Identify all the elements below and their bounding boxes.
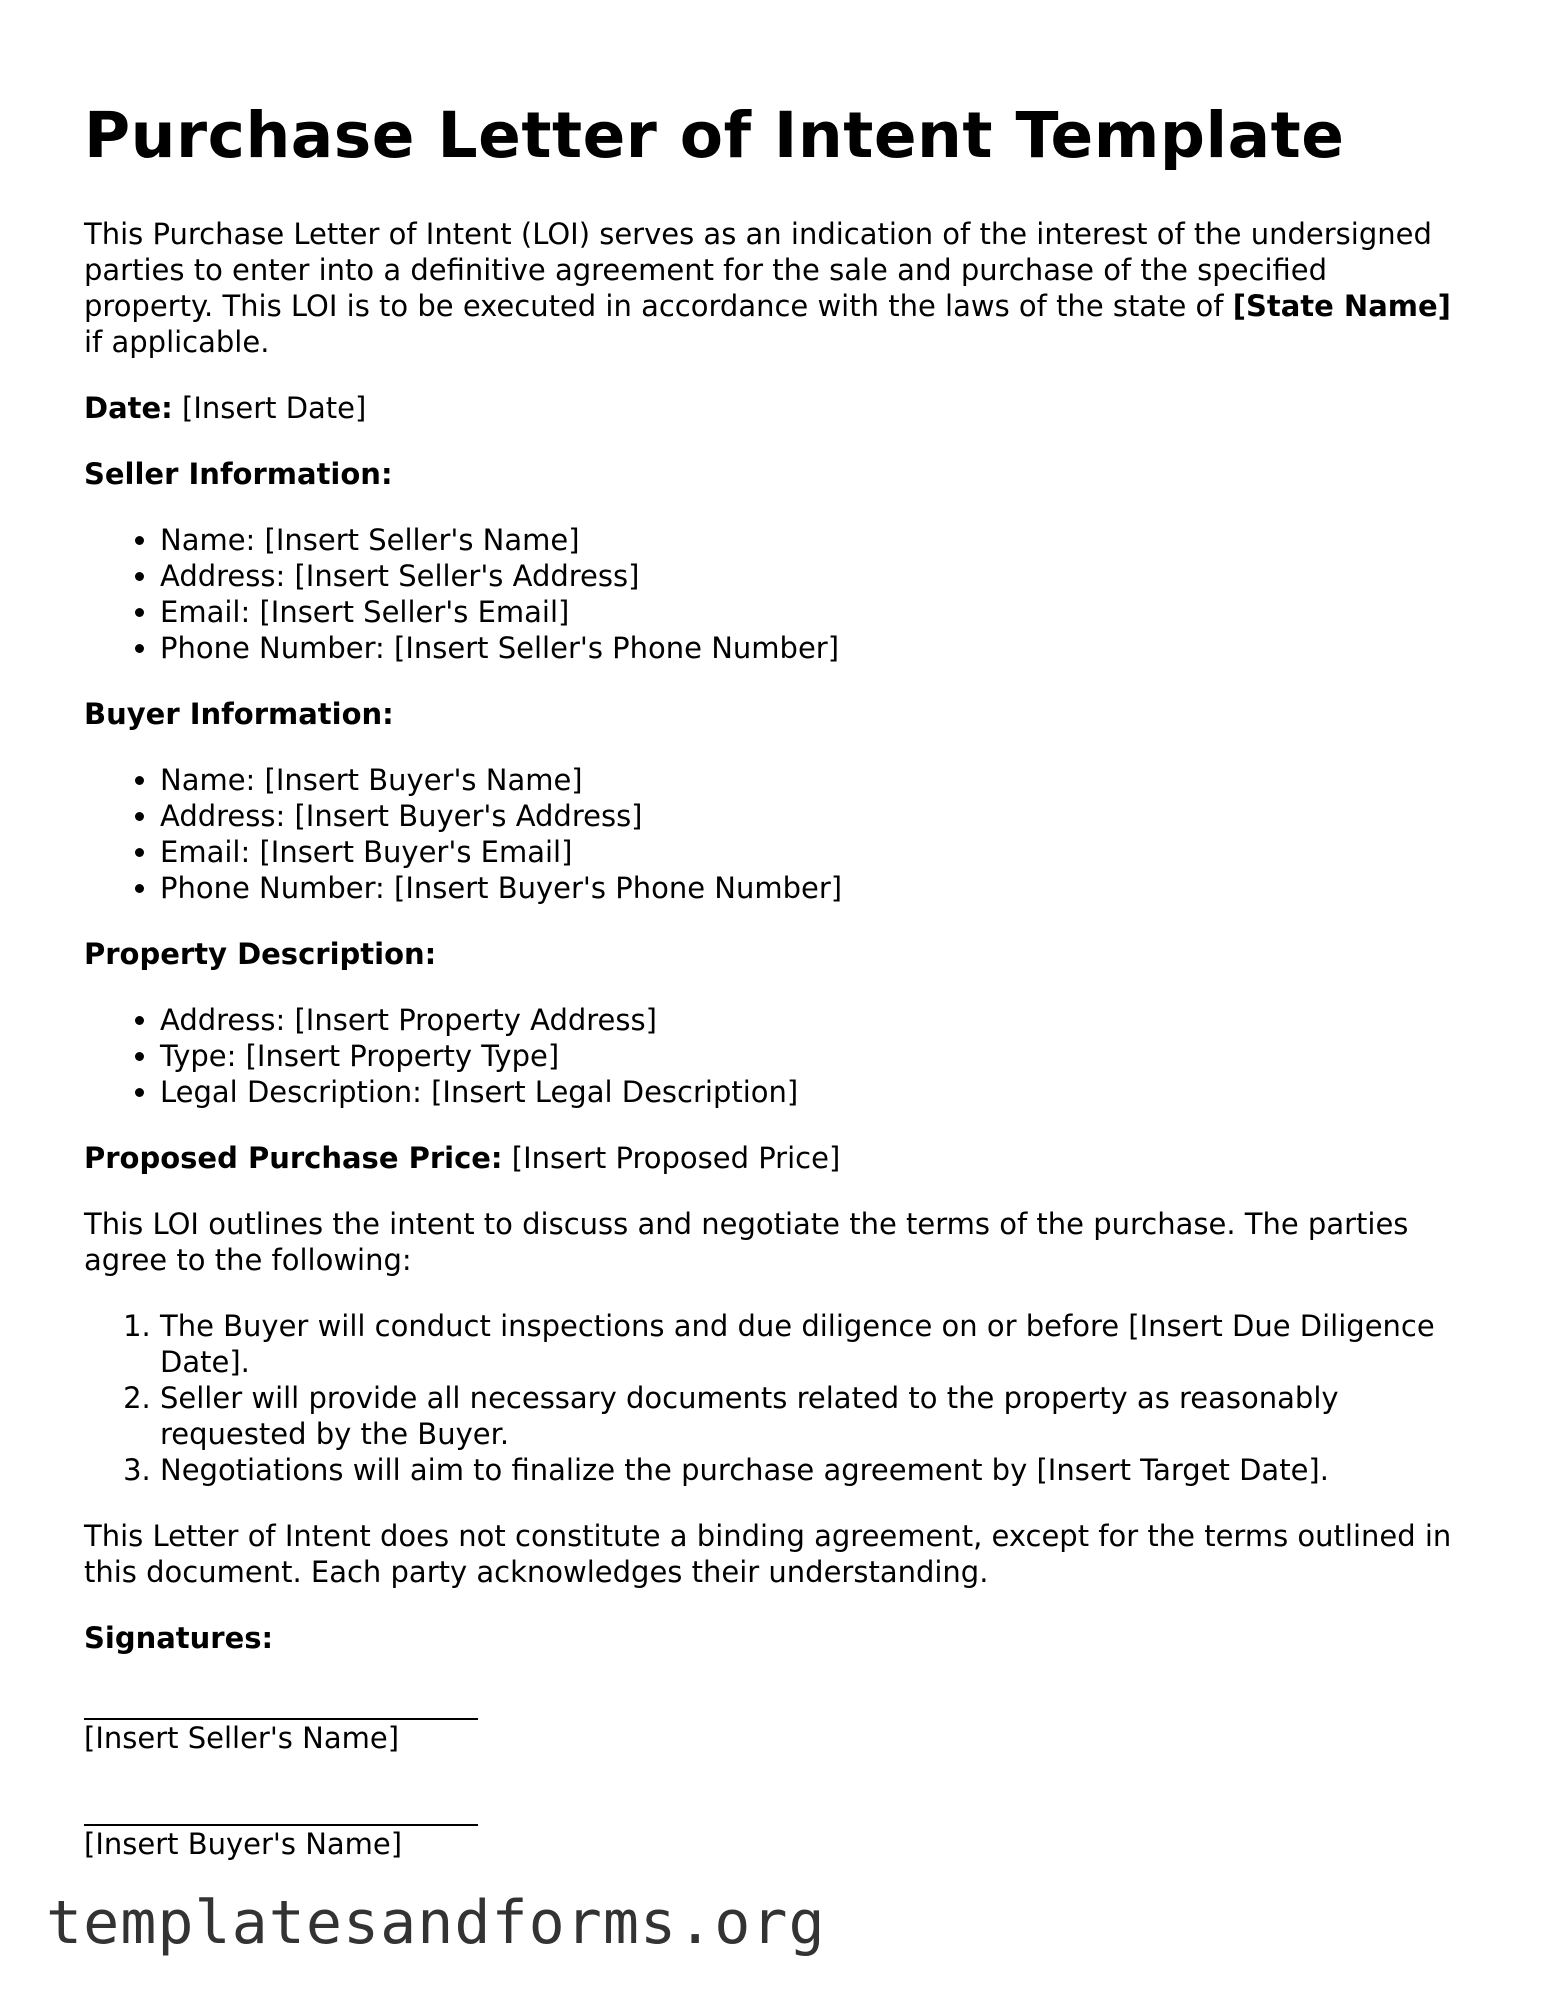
date-line bbox=[84, 390, 1464, 426]
buyer-name-item: • Name: [Insert Buyer's Name] bbox=[160, 762, 1464, 798]
seller-heading: Seller Information: bbox=[84, 457, 393, 492]
signatures-heading: Signatures: bbox=[84, 1621, 274, 1656]
seller-info-list bbox=[84, 522, 1464, 666]
buyer-phone-item: • Phone Number: [Insert Buyer's Phone Number] bbox=[160, 870, 1464, 906]
buyer-email-item: • Email: [Insert Buyer's Email] bbox=[160, 834, 1464, 870]
seller-name-item: • Name: [Insert Seller's Name] bbox=[160, 522, 1464, 558]
property-address-item: • Address: [Insert Property Address] bbox=[160, 1002, 1464, 1038]
buyer-info-list bbox=[84, 762, 1464, 906]
buyer-address-item: • Address: [Insert Buyer's Address] bbox=[160, 798, 1464, 834]
term-item: 1. The Buyer will conduct inspections and due diligence on or before [Insert Due Diligence Date]. bbox=[160, 1308, 1464, 1380]
terms-list bbox=[84, 1308, 1464, 1488]
buyer-signature-line bbox=[84, 1792, 478, 1826]
seller-email-item: • Email: [Insert Seller's Email] bbox=[160, 594, 1464, 630]
intro-paragraph bbox=[84, 216, 1464, 360]
price-line bbox=[84, 1140, 1464, 1176]
document-page bbox=[84, 100, 1464, 1898]
property-type-item: • Type: [Insert Property Type] bbox=[160, 1038, 1464, 1074]
property-info-list bbox=[84, 1002, 1464, 1110]
page-title: Purchase Letter of Intent Template bbox=[84, 99, 1345, 172]
disclaimer-paragraph: This Letter of Intent does not constitute a binding agreement, except for the terms outlined in this document. Each party acknowledges their understanding. bbox=[84, 1519, 1452, 1590]
date-value: [Insert Date] bbox=[172, 391, 367, 426]
buyer-signature-name: [Insert Buyer's Name] bbox=[84, 1827, 403, 1862]
buyer-heading: Buyer Information: bbox=[84, 697, 394, 732]
intro-suffix: if applicable. bbox=[84, 325, 270, 360]
state-name-placeholder: [State Name] bbox=[1232, 289, 1451, 324]
property-heading: Property Description: bbox=[84, 937, 437, 972]
seller-address-item: • Address: [Insert Seller's Address] bbox=[160, 558, 1464, 594]
seller-signature-line bbox=[84, 1686, 478, 1720]
term-item: 3. Negotiations will aim to finalize the purchase agreement by [Insert Target Date]. bbox=[160, 1452, 1464, 1488]
watermark: templatesandforms.org bbox=[46, 1888, 826, 1958]
buyer-signature-block bbox=[84, 1792, 1464, 1862]
terms-intro: This LOI outlines the intent to discuss and negotiate the terms of the purchase. The parties agree to the following: bbox=[84, 1207, 1409, 1278]
price-value: [Insert Proposed Price] bbox=[502, 1141, 841, 1176]
date-label: Date: bbox=[84, 391, 173, 426]
seller-phone-item: • Phone Number: [Insert Seller's Phone Number] bbox=[160, 630, 1464, 666]
intro-text: This Purchase Letter of Intent (LOI) serves as an indication of the interest of the undersigned parties to enter into a definitive agreement for the sale and purchase of the specified property. This LOI is to be executed in accordance with the laws of the state of bbox=[84, 217, 1432, 324]
price-label: Proposed Purchase Price: bbox=[84, 1141, 503, 1176]
seller-signature-name: [Insert Seller's Name] bbox=[84, 1721, 400, 1756]
seller-signature-block bbox=[84, 1686, 1464, 1756]
property-legal-item: • Legal Description: [Insert Legal Description] bbox=[160, 1074, 1464, 1110]
term-item: 2. Seller will provide all necessary documents related to the property as reasonably requested by the Buyer. bbox=[160, 1380, 1464, 1452]
